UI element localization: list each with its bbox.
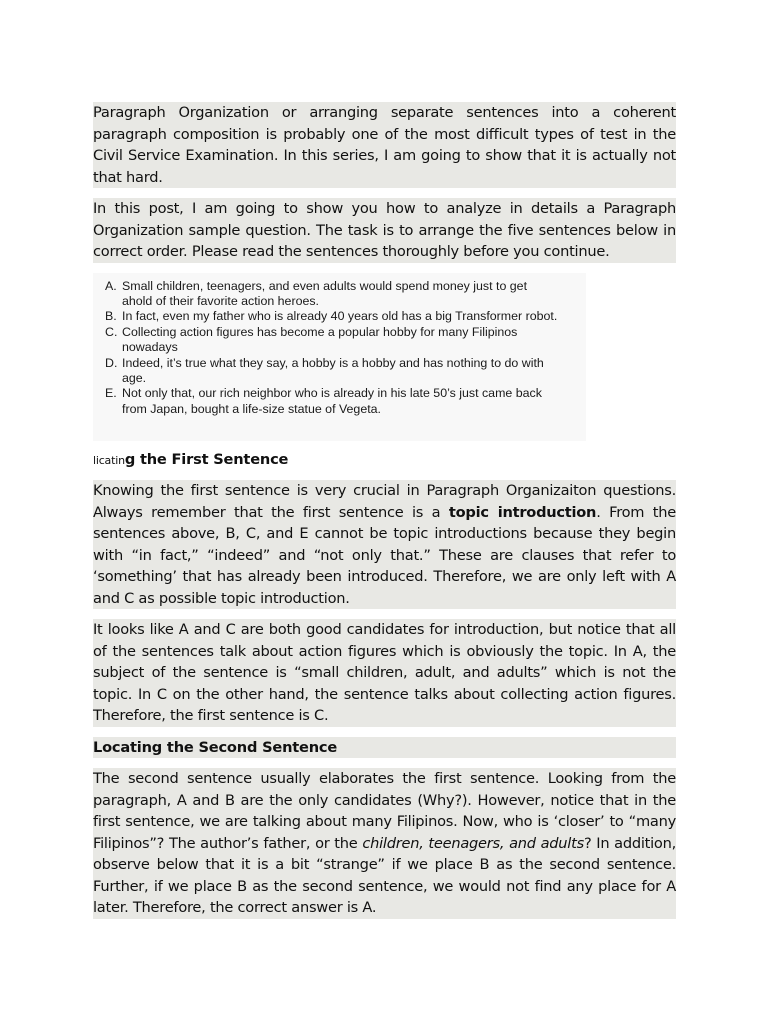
option-d: [105, 356, 586, 387]
spacer: [93, 727, 676, 737]
text-run: . From the sentences above, B, C, and E cannot be topic introductions because they begin with “in fact,” “indeed” and “not only that.” These are clauses that refer to ‘something’ that has already been introduced. Therefore, we are only left with A and C as possible topic introduction.: [93, 503, 676, 607]
first-sentence-paragraph-2: It looks like A and C are both good candidates for introduction, but notice that all of the sentences talk about action figures which is obviously the topic. In A, the subject of the sentence is “small children, adult, and adults” which is not the topic. In C on the other hand, the sentence talks about collecting action figures. Therefore, the first sentence is C.: [93, 619, 676, 727]
first-sentence-paragraph-1: [93, 480, 676, 609]
option-text: Indeed, it’s true what they say, a hobby is a hobby and has nothing to do with age.: [122, 355, 544, 385]
heading-first-sentence: [93, 449, 288, 472]
option-e: [105, 386, 586, 417]
option-text: Small children, teenagers, and even adults would spend money just to get ahold of their favorite action heroes.: [122, 278, 528, 308]
text-run: ? In addition, observe below that it is a bit “strange” if we place B as the second sentence. Further, if we place B as the second sentence, we would not find any place for A later. Therefore, the correct answer is A.: [93, 834, 677, 916]
document-body: [93, 102, 676, 919]
heading-rest: g the First Sentence: [124, 450, 289, 468]
option-c: [105, 325, 586, 356]
spacer: [93, 758, 676, 768]
heading-fragment: licatin: [93, 453, 125, 467]
spacer: [93, 471, 676, 480]
option-letter: E.: [105, 386, 117, 401]
topic-introduction-term: topic introduction: [448, 503, 597, 521]
sample-question-image: [93, 273, 586, 441]
text-run: The second sentence usually elaborates the first sentence. Looking from the paragraph, A and B are the only candidates (Why?). However, notice that in the first sentence, we are talking about many Filipinos. Now, who is ‘closer’ to “many Filipinos”? The author’s father, or the: [93, 770, 676, 852]
intro-paragraph-1: Paragraph Organization or arranging separate sentences into a coherent paragraph composition is probably one of the most difficult types of test in the Civil Service Examination. In this series, I am going to show that it is actually not that hard.: [93, 102, 676, 188]
spacer: [93, 188, 676, 198]
emphasis-text: children, teenagers, and adults: [362, 834, 584, 852]
second-sentence-paragraph-1: [93, 768, 676, 919]
option-letter: A.: [105, 278, 117, 293]
option-b: [105, 309, 586, 324]
heading-second-sentence: Locating the Second Sentence: [93, 737, 676, 759]
option-letter: D.: [105, 355, 118, 370]
text-run: Knowing the first sentence is very crucial in Paragraph Organizaiton questions. Always remember that the first sentence is a: [93, 482, 676, 521]
option-text: Collecting action figures has become a popular hobby for many Filipinos nowadays: [122, 324, 518, 355]
option-text: In fact, even my father who is already 40 years old has a big Transformer robot.: [122, 309, 558, 324]
option-letter: C.: [105, 324, 118, 339]
spacer: [93, 609, 676, 619]
intro-paragraph-2: In this post, I am going to show you how to analyze in details a Paragraph Organization sample question. The task is to arrange the five sentences below in correct order. Please read the sentences thoroughly before you continue.: [93, 198, 676, 263]
option-text: Not only that, our rich neighbor who is already in his late 50’s just came back from Japan, bought a life-size statue of Vegeta.: [122, 386, 542, 416]
option-letter: B.: [105, 309, 117, 324]
option-a: [105, 279, 586, 310]
